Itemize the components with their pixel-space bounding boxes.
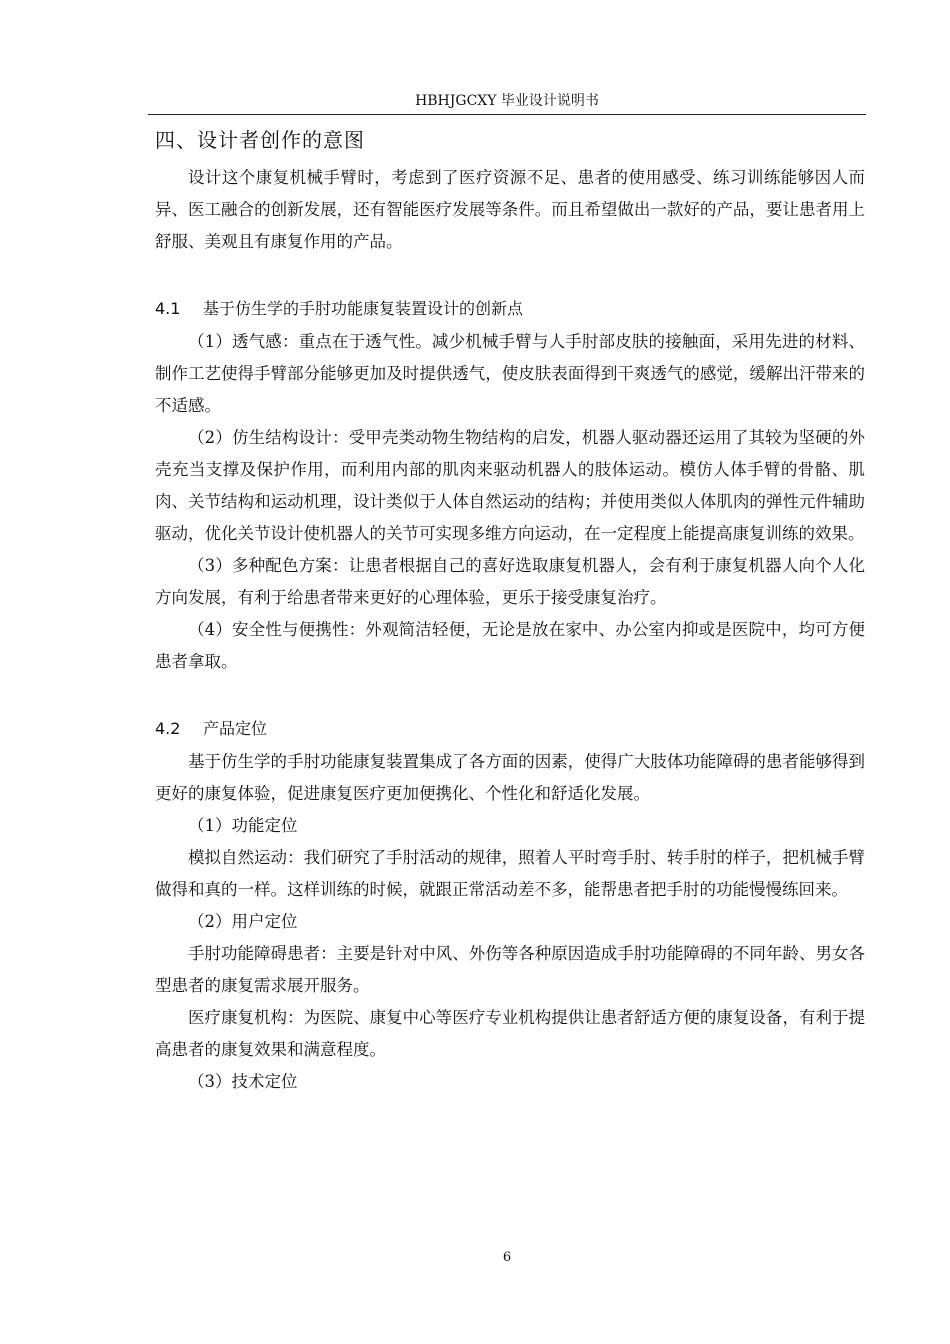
running-header: HBHJGCXY 毕业设计说明书	[415, 93, 599, 109]
innovation-breathability: （1）透气感：重点在于透气性。减少机械手臂与人手肘部皮肤的接触面，采用先进的材料、制作工艺使得手臂部分能够更加及时提供透气，使皮肤表面得到干爽透气的感觉，缓解出汗带来的不适感。	[155, 332, 865, 415]
section-4-1-heading	[155, 298, 865, 320]
section-4-2-number: 4.2	[155, 719, 181, 738]
section-4-1-title: 基于仿生学的手肘功能康复装置设计的创新点	[203, 299, 524, 318]
user-positioning-patients: 手肘功能障碍患者：主要是针对中风、外伤等各种原因造成手肘功能障碍的不同年龄、男女各型患者的康复需求展开服务。	[155, 944, 865, 995]
page-body	[155, 126, 865, 1098]
page-number: 6	[502, 1250, 512, 1265]
innovation-bionic-structure: （2）仿生结构设计：受甲壳类动物生物结构的启发，机器人驱动器还运用了其较为坚硬的外壳充当支撑及保护作用，而利用内部的肌肉来驱动机器人的肢体运动。模仿人体手臂的骨骼、肌肉、关节结构和运动机理，设计类似于人体自然运动的结构；并使用类似人体肌肉的弹性元件辅助驱动，优化关节设计使机器人的关节可实现多维方向运动，在一定程度上能提高康复训练的效果。	[155, 428, 865, 543]
section-4-intro: 设计这个康复机械手臂时，考虑到了医疗资源不足、患者的使用感受、练习训练能够因人而异、医工融合的创新发展，还有智能医疗发展等条件。而且希望做出一款好的产品，要让患者用上舒服、美观且有康复作用的产品。	[155, 168, 865, 251]
innovation-color-schemes: （3）多种配色方案：让患者根据自己的喜好选取康复机器人，会有利于康复机器人向个人化方向发展，有利于给患者带来更好的心理体验，更乐于接受康复治疗。	[155, 556, 865, 607]
function-positioning-heading: （1）功能定位	[188, 816, 298, 835]
user-positioning-heading: （2）用户定位	[188, 912, 298, 931]
user-positioning-institutions: 医疗康复机构：为医院、康复中心等医疗专业机构提供让患者舒适方便的康复设备，有利于提高患者的康复效果和满意程度。	[155, 1008, 865, 1059]
function-positioning-text: 模拟自然运动：我们研究了手肘活动的规律，照着人平时弯手肘、转手肘的样子，把机械手臂做得和真的一样。这样训练的时候，就跟正常活动差不多，能帮患者把手肘的功能慢慢练回来。	[155, 848, 865, 899]
header-divider	[148, 114, 866, 115]
section-4-2-title: 产品定位	[203, 719, 268, 738]
positioning-intro: 基于仿生学的手肘功能康复装置集成了各方面的因素，使得广大肢体功能障碍的患者能够得到更好的康复体验，促进康复医疗更加便携化、个性化和舒适化发展。	[155, 752, 865, 803]
section-4-1-number: 4.1	[155, 299, 181, 318]
section-4-heading: 四、设计者创作的意图	[155, 128, 365, 152]
section-4-2-heading	[155, 718, 865, 740]
technology-positioning-heading: （3）技术定位	[188, 1072, 298, 1091]
innovation-safety-portability: （4）安全性与便携性：外观简洁轻便，无论是放在家中、办公室内抑或是医院中，均可方便患者拿取。	[155, 620, 865, 671]
